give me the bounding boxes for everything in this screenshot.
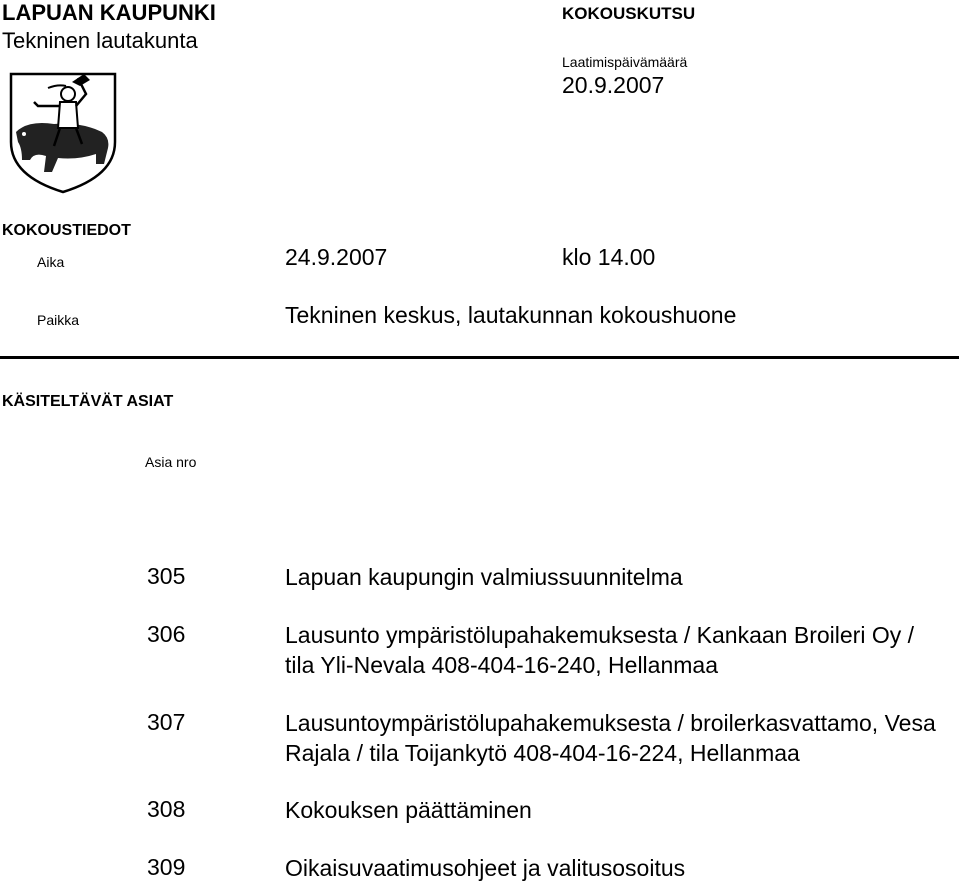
agenda-item-number: 306: [147, 621, 186, 647]
place-label: Paikka: [37, 312, 80, 328]
agenda-item-text: Lausunto ympäristölupahakemuksesta / Kankaan Broileri Oy / tila Yli-Nevala 408-404-16-240, Hellanmaa: [285, 622, 914, 678]
agenda-item-number: 307: [147, 709, 186, 735]
date-value: 20.9.2007: [562, 72, 665, 98]
date-label: Laatimispäivämäärä: [562, 54, 688, 70]
document-type: KOKOUSKUTSU: [562, 4, 696, 23]
meeting-place: Tekninen keskus, lautakunnan kokoushuone: [285, 302, 737, 328]
agenda-item-text: Oikaisuvaatimusohjeet ja valitusosoitus: [285, 855, 686, 881]
agenda-item-text: Lausuntoympäristölupahakemuksesta / broilerkasvattamo, Vesa Rajala / tila Toijankytö 408-404-16-224, Hellanmaa: [285, 710, 936, 766]
meeting-time: klo 14.00: [562, 244, 656, 270]
organization-unit: Tekninen lautakunta: [2, 28, 198, 53]
meeting-info-heading: KOKOUSTIEDOT: [2, 222, 131, 239]
agenda-item-number: 308: [147, 796, 186, 822]
agenda-number-label: Asia nro: [145, 454, 197, 470]
agenda-item-text: Lapuan kaupungin valmiussuunnitelma: [285, 564, 683, 590]
coat-of-arms-icon: [8, 72, 118, 194]
agenda-item-number: 305: [147, 563, 186, 589]
meeting-date: 24.9.2007: [285, 244, 388, 270]
agenda-item-text: Kokouksen päättäminen: [285, 797, 532, 823]
time-label: Aika: [37, 254, 65, 270]
agenda-heading: KÄSITELTÄVÄT ASIAT: [2, 393, 174, 410]
organization-name: LAPUAN KAUPUNKI: [2, 0, 216, 25]
agenda-item-number: 309: [147, 854, 186, 880]
section-divider: [0, 356, 959, 359]
